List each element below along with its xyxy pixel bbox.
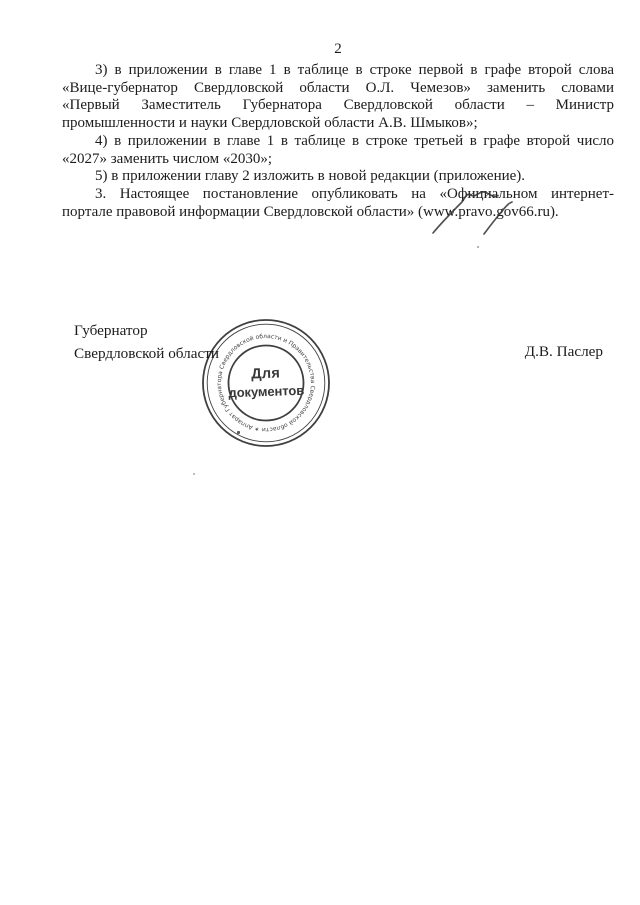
body-line: «Вице-губернатор Свердловской области О.Л. Чемезов» заменить словами [62, 79, 614, 96]
stamp-center-text-line1: Для [250, 365, 281, 383]
signatory-name: Д.В. Паслер [524, 343, 603, 360]
scan-speck [477, 246, 479, 248]
signatory-title-line: Свердловской области [74, 344, 219, 362]
stamp-center-text-line2: документов [228, 382, 305, 401]
body-line: 4) в приложении в главе 1 в таблице в строке третьей в графе второй число [95, 132, 614, 149]
body-line: «Первый Заместитель Губернатора Свердловской области – Министр [62, 97, 614, 114]
pen-stroke-icon [433, 192, 498, 233]
body-line: промышленности и науки Свердловской области А.В. Шмыков»; [62, 115, 478, 132]
body-line: портале правовой информации Свердловской области» (www.pravo.gov66.ru). [62, 203, 559, 220]
stamp-ring-text: ✶ Аппарат Губернатора Свердловской области и Правительства Свердловской области [216, 333, 316, 433]
body-line: 5) в приложении главу 2 изложить в новой редакции (приложение). [95, 168, 526, 185]
page-number: 2 [334, 41, 342, 57]
signatory-title-line: Губернатор [74, 322, 148, 339]
body-line: 3) в приложении в главе 1 в таблице в строке первой в графе второй слова [95, 62, 614, 78]
pen-stroke-icon [484, 202, 512, 234]
body-line: 3. Настоящее постановление опубликовать на «Официальном интернет- [95, 185, 614, 202]
scan-speck [193, 473, 195, 475]
body-line: «2027» заменить числом «2030»; [62, 150, 273, 167]
scan-speck [237, 431, 240, 434]
